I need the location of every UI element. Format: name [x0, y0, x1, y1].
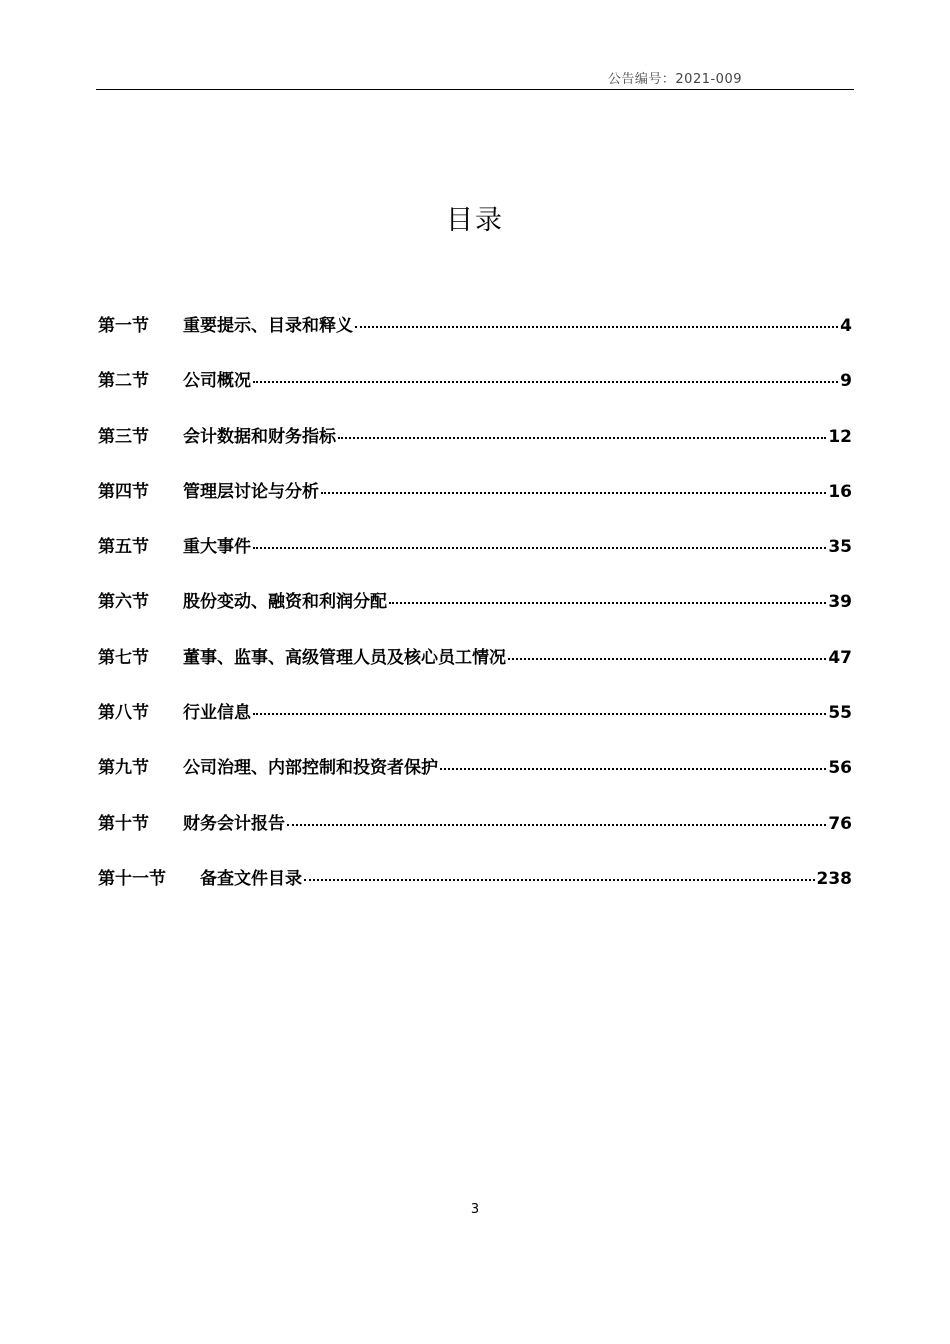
- toc-entry[interactable]: [98, 532, 852, 587]
- toc-section-title: 行业信息: [183, 703, 251, 724]
- toc-page-number: 12: [828, 426, 852, 447]
- toc-dot-leader: [304, 879, 815, 881]
- toc-section-number: 第一节: [98, 316, 149, 336]
- toc-page-number: 16: [828, 481, 852, 502]
- toc-section-number: 第二节: [98, 371, 149, 392]
- toc-entry[interactable]: [98, 311, 852, 366]
- toc-dot-leader: [253, 713, 826, 715]
- toc-list: [98, 311, 852, 919]
- toc-section-number: 第五节: [98, 537, 149, 558]
- toc-section-number: 第十节: [98, 813, 149, 834]
- toc-entry[interactable]: [98, 587, 852, 642]
- toc-title: 目录: [446, 205, 504, 236]
- toc-section-title: 重要提示、目录和释义: [183, 316, 353, 336]
- toc-entry[interactable]: [98, 753, 852, 808]
- toc-section-title: 公司治理、内部控制和投资者保护: [183, 758, 438, 779]
- toc-dot-leader: [338, 437, 826, 439]
- toc-entry[interactable]: [98, 477, 852, 532]
- header-divider: [96, 89, 854, 90]
- toc-dot-leader: [253, 381, 838, 383]
- page-number: 3: [470, 1202, 480, 1217]
- toc-section-title: 会计数据和财务指标: [183, 426, 336, 447]
- toc-section-title: 重大事件: [183, 537, 251, 558]
- toc-section-title: 董事、监事、高级管理人员及核心员工情况: [183, 647, 506, 668]
- toc-dot-leader: [355, 326, 838, 328]
- toc-page-number: 56: [828, 758, 852, 779]
- toc-dot-leader: [253, 547, 826, 549]
- toc-entry[interactable]: [98, 422, 852, 477]
- toc-page-number: 76: [828, 813, 852, 834]
- toc-dot-leader: [440, 768, 826, 770]
- toc-dot-leader: [389, 602, 826, 604]
- toc-entry[interactable]: [98, 643, 852, 698]
- toc-section-number: 第十一节: [98, 868, 166, 889]
- toc-section-number: 第四节: [98, 481, 149, 502]
- toc-entry[interactable]: [98, 698, 852, 753]
- toc-section-title: 公司概况: [183, 371, 251, 392]
- toc-page-number: 4: [840, 316, 852, 336]
- toc-section-number: 第九节: [98, 758, 149, 779]
- toc-page-number: 39: [828, 592, 852, 613]
- toc-section-number: 第六节: [98, 592, 149, 613]
- toc-section-number: 第八节: [98, 703, 149, 724]
- toc-section-title: 管理层讨论与分析: [183, 481, 319, 502]
- toc-section-number: 第三节: [98, 426, 149, 447]
- toc-section-title: 财务会计报告: [183, 813, 285, 834]
- toc-page-number: 238: [816, 868, 852, 889]
- announcement-code: 公告编号：2021-009: [607, 72, 742, 87]
- toc-dot-leader: [508, 658, 826, 660]
- toc-section-number: 第七节: [98, 647, 149, 668]
- toc-section-title: 备查文件目录: [200, 868, 302, 889]
- toc-entry[interactable]: [98, 366, 852, 421]
- toc-entry[interactable]: [98, 809, 852, 864]
- toc-page-number: 55: [828, 703, 852, 724]
- toc-dot-leader: [321, 492, 826, 494]
- toc-dot-leader: [287, 824, 826, 826]
- toc-page-number: 9: [840, 371, 852, 392]
- toc-section-title: 股份变动、融资和利润分配: [183, 592, 387, 613]
- toc-page-number: 35: [828, 537, 852, 558]
- toc-entry[interactable]: [98, 864, 852, 919]
- toc-page-number: 47: [828, 647, 852, 668]
